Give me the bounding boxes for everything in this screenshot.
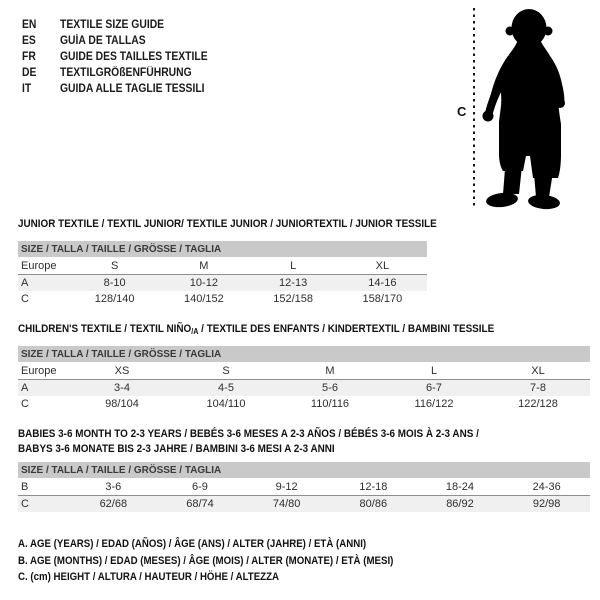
language-row [22, 33, 224, 49]
table-row [18, 396, 590, 412]
babies-size-table [18, 462, 590, 512]
size-cell: 3-4 [70, 380, 174, 397]
size-cell: XS [70, 362, 174, 380]
size-cell: 92/98 [503, 496, 590, 513]
language-row [22, 17, 224, 33]
junior-table-title-text: JUNIOR TEXTILE / TEXTIL JUNIOR/ TEXTILE JUNIOR / JUNIORTEXTIL / JUNIOR TESSILE [18, 218, 437, 230]
toddler-silhouette [478, 4, 578, 210]
height-measure-dotted-line [473, 8, 475, 206]
size-cell: 116/122 [414, 398, 454, 410]
size-cell: 4-5 [174, 380, 278, 397]
language-code: FR [22, 51, 36, 63]
size-cell: 122/128 [518, 398, 558, 410]
size-cell: 24-36 [503, 478, 590, 496]
size-header-label: SIZE / TALLA / TAILLE / GRÖSSE / TAGLIA [21, 464, 222, 476]
size-cell: 9-12 [243, 478, 330, 496]
children-table-title [18, 322, 547, 339]
language-list [22, 17, 224, 97]
language-title: GUIDA ALLE TAGLIE TESSILI [60, 83, 205, 95]
footnote-b: B. AGE (MONTHS) / EDAD (MESES) / ÂGE (MOIS) / ALTER (MONATE) / ETÀ (MESI) [18, 554, 394, 567]
language-row [22, 81, 224, 97]
table-row [18, 478, 590, 496]
size-cell: 12-13 [249, 275, 338, 292]
size-header-label: SIZE / TALLA / TAILLE / GRÖSSE / TAGLIA [21, 243, 222, 255]
language-title: TEXTILE SIZE GUIDE [60, 19, 165, 31]
language-code: ES [22, 35, 36, 47]
size-cell: L [382, 362, 486, 380]
row-label: C [18, 496, 70, 513]
size-cell: 6-7 [382, 380, 486, 397]
language-title: GUÍA DE TALLAS [60, 35, 146, 47]
children-title-post: / TEXTILE DES ENFANTS / KINDERTEXTIL / BAMBINI TESSILE [198, 323, 495, 335]
row-label: A [18, 380, 70, 397]
language-code: IT [22, 83, 32, 95]
size-cell: 98/104 [105, 398, 139, 410]
size-header-bar [18, 462, 590, 478]
size-cell: S [70, 257, 159, 275]
junior-table-title [18, 217, 483, 232]
size-cell: 6-9 [157, 478, 244, 496]
size-cell: 5-6 [278, 380, 382, 397]
size-cell: 86/92 [417, 496, 504, 513]
row-label: C [21, 398, 29, 410]
size-cell: S [174, 362, 278, 380]
table-row [18, 257, 427, 275]
size-header-bar [18, 241, 427, 257]
children-title-pre: CHILDREN'S TEXTILE / TEXTIL NIÑO [18, 323, 192, 335]
footnote-a: A. AGE (YEARS) / EDAD (AÑOS) / ÂGE (ANS) / ALTER (JAHRE) / ETÀ (ANNI) [18, 538, 367, 550]
silhouette-head [512, 9, 547, 47]
babies-title-line1: BABIES 3-6 MONTH TO 2-3 YEARS / BEBÉS 3-6 MESES A 2-3 AÑOS / BÉBÉS 3-6 MOIS À 2-3 ANS / [18, 428, 479, 440]
children-table-title-text [18, 322, 494, 339]
table-row [18, 496, 590, 513]
language-code: DE [22, 67, 37, 79]
size-cell: XL [486, 362, 590, 380]
size-cell: 12-18 [330, 478, 417, 496]
row-label: B [18, 478, 70, 496]
size-cell: 80/86 [330, 496, 417, 513]
size-cell: 8-10 [70, 275, 159, 292]
size-cell: 140/152 [183, 293, 224, 305]
babies-title-line2: BABYS 3-6 MONATE BIS 2-3 JAHRE / BAMBINI 3-6 MESI A 2-3 ANNI [18, 443, 335, 455]
size-cell: 7-8 [486, 380, 590, 397]
size-cell: 74/80 [243, 496, 330, 513]
children-title-sub: /A [191, 327, 199, 336]
size-header-bar [18, 346, 590, 362]
height-dimension-label: C [457, 104, 467, 119]
size-cell: L [249, 257, 338, 275]
size-cell: 68/74 [157, 496, 244, 513]
size-cell: 110/116 [310, 398, 350, 410]
table-row [18, 275, 427, 292]
size-header-label: SIZE / TALLA / TAILLE / GRÖSSE / TAGLIA [21, 348, 222, 360]
table-row [18, 291, 427, 307]
row-label: Europe [18, 362, 70, 380]
size-cell: 158/170 [362, 293, 403, 305]
babies-table-title [18, 427, 530, 457]
size-cell: XL [338, 257, 427, 275]
row-label: Europe [18, 257, 70, 275]
language-row [22, 49, 224, 65]
junior-size-table [18, 241, 427, 307]
size-cell: 18-24 [417, 478, 504, 496]
footnotes [18, 536, 445, 586]
footnote-c: C. (cm) HEIGHT / ALTURA / HAUTEUR / HÖHE / ALTEZZA [18, 571, 280, 583]
size-cell: 10-12 [159, 275, 248, 292]
size-cell: 128/140 [94, 293, 135, 305]
size-cell: 62/68 [70, 496, 157, 513]
row-label: A [18, 275, 70, 292]
size-cell: M [278, 362, 382, 380]
size-cell: 104/110 [206, 398, 246, 410]
size-cell: 3-6 [70, 478, 157, 496]
row-label: C [21, 293, 29, 305]
size-cell: M [159, 257, 248, 275]
children-size-table [18, 346, 590, 412]
language-title: TEXTILGRÖßENFÜHRUNG [60, 67, 192, 79]
table-row [18, 380, 590, 397]
size-cell: 152/158 [273, 293, 313, 305]
language-title: GUIDE DES TAILLES TEXTILE [60, 51, 208, 63]
table-row [18, 362, 590, 380]
language-row [22, 65, 224, 81]
size-cell: 14-16 [338, 275, 427, 292]
language-code: EN [22, 19, 37, 31]
